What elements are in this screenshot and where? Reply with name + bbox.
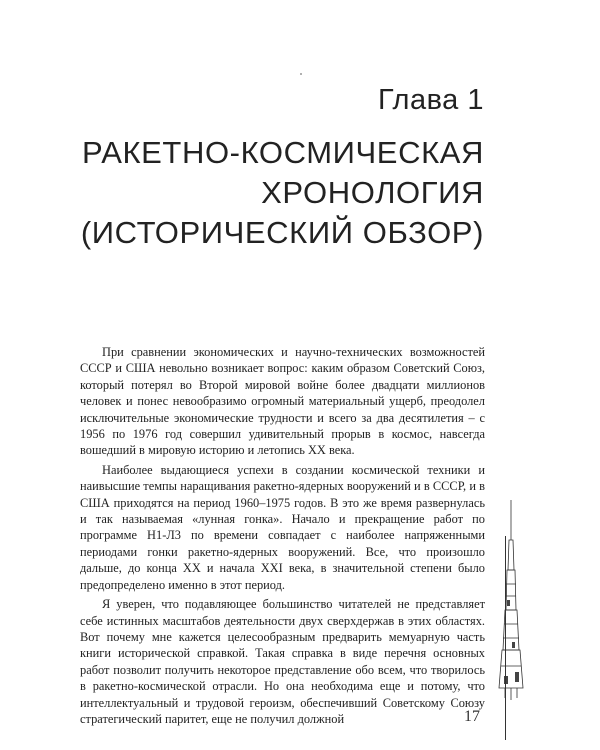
paragraph: При сравнении экономических и научно-технических возможностей СССР и США невольно возникает вопрос: каким образом Советский Союз, который потерял во Второй мировой войне более двадцати миллионов человек и понес невообразимо огромный материальный ущерб, преодолел исключительные экономические трудности и всего за два десятилетия – с 1956 по 1976 год совершил удивительный прорыв в космос, навсегда вошедший в мировую историю и летопись XX века. [80,345,485,458]
chapter-label: Глава 1 [377,84,484,116]
chapter-title-line: ХРОНОЛОГИЯ [261,175,484,210]
chapter-title-line: (ИСТОРИЧЕСКИЙ ОБЗОР) [80,215,484,250]
body-text [80,344,485,730]
margin-rule [505,536,506,740]
paragraph: Наиболее выдающиеся успехи в создании космической техники и наивысшие темпы наращивания ракетно-ядерных вооружений и в СССР, и в США приходятся на период 1960–1975 годов. В это же время развернулась и так называемая «лунная гонка». Начало и прекращение работ по программе Н1-Л3 по времени совпадает с наиболее напряженными периодами гонки ракетно-ядерных вооружений. Все, что произошло дальше, до конца XX и начала XXI века, в значительной степени было предопределено именно в этот период. [80,462,485,592]
chapter-title [64,133,484,253]
chapter-title-line: РАКЕТНО-КОСМИЧЕСКАЯ [82,135,484,170]
page-number: 17 [464,708,480,725]
paragraph: Я уверен, что подавляющее большинство читателей не представляет себе истинных масштабов деятельности двух сверхдержав в этих областях. Вот почему мне кажется целесообразным предварить мемуарную часть книги исторической справкой. Такая справка в виде перечня основных работ позволит получить некоторое представление обо всем, что творилось в ракетно-космической отрасли. Но она необходима еще и потому, что интеллектуальный и трудовой героизм, обеспечивший Советскому Союзу стратегический паритет, еще не получил должной [80,597,485,726]
print-speck [300,73,302,75]
rocket-illustration [497,500,525,700]
